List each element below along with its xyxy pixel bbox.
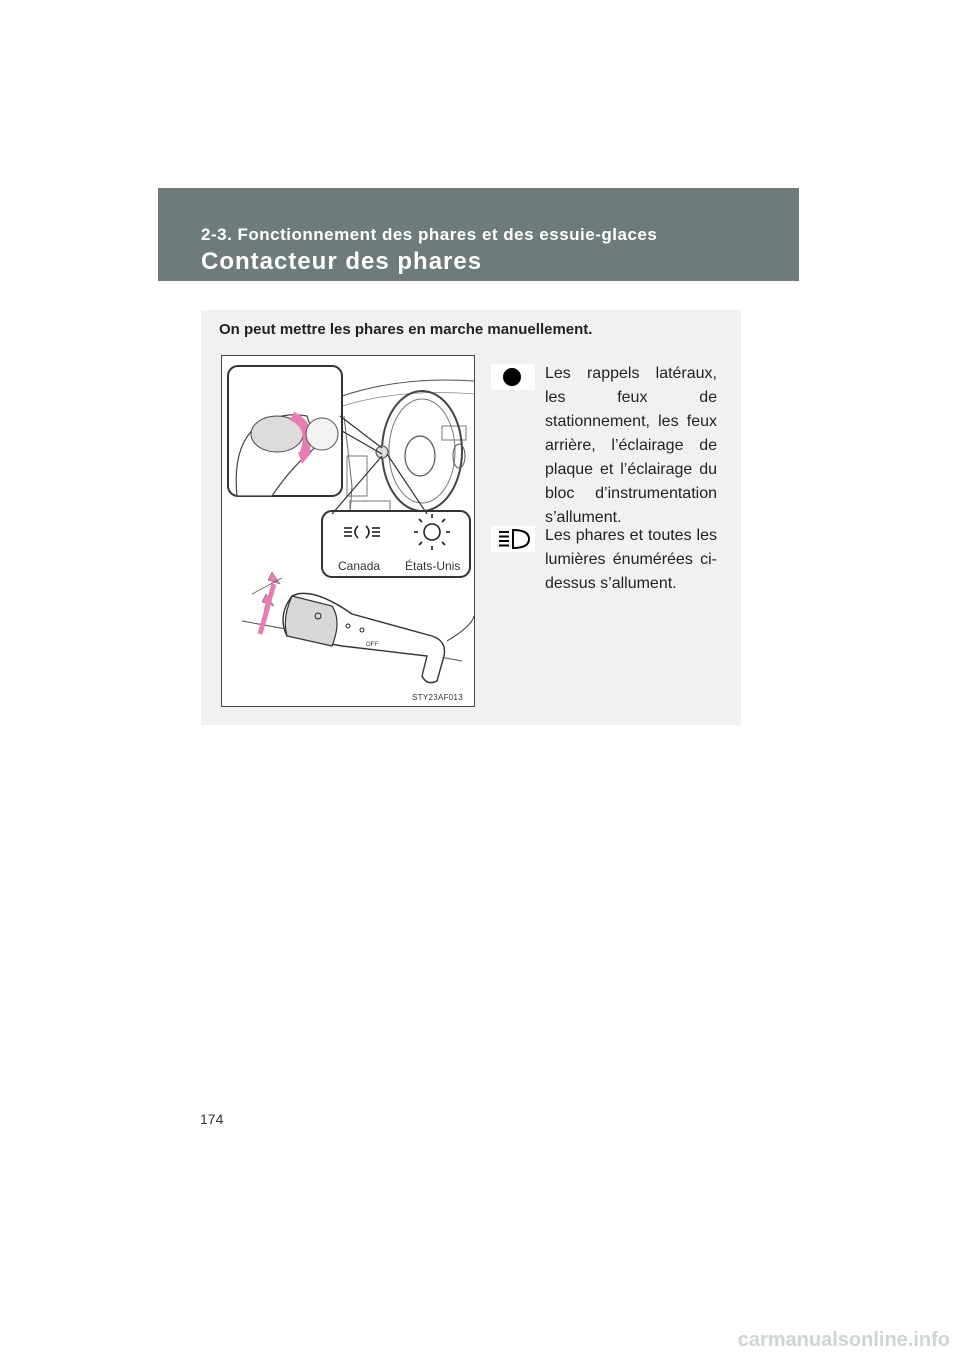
illustration-drawing bbox=[222, 356, 475, 707]
figure-code: STY23AF013 bbox=[412, 693, 464, 702]
headlight-icon bbox=[491, 526, 535, 552]
section-heading: 2-3. Fonctionnement des phares et des essuie-glaces bbox=[201, 225, 658, 244]
label-usa: États-Unis bbox=[405, 559, 461, 573]
item-description: Les rappels latéraux, les feux de stationnement, les feux arrière, l’éclairage de plaque et l’éclairage du bloc d’instrumentation s’allument. bbox=[545, 365, 717, 526]
page-title: Contacteur des phares bbox=[201, 248, 483, 275]
parking-lights-dot-icon bbox=[491, 364, 535, 390]
headlight-switch-illustration bbox=[221, 355, 475, 707]
label-canada: Canada bbox=[338, 559, 381, 573]
svg-text:OFF: OFF bbox=[366, 642, 378, 648]
intro-text: On peut mettre les phares en marche manuellement. bbox=[219, 321, 593, 338]
item-description: Les phares et toutes les lumières énumérées ci-dessus s’allument. bbox=[545, 527, 717, 592]
content-panel bbox=[201, 310, 741, 725]
page-number: 174 bbox=[200, 1111, 224, 1127]
watermark: carmanualsonline.info bbox=[737, 1329, 950, 1351]
header-band bbox=[158, 188, 799, 281]
